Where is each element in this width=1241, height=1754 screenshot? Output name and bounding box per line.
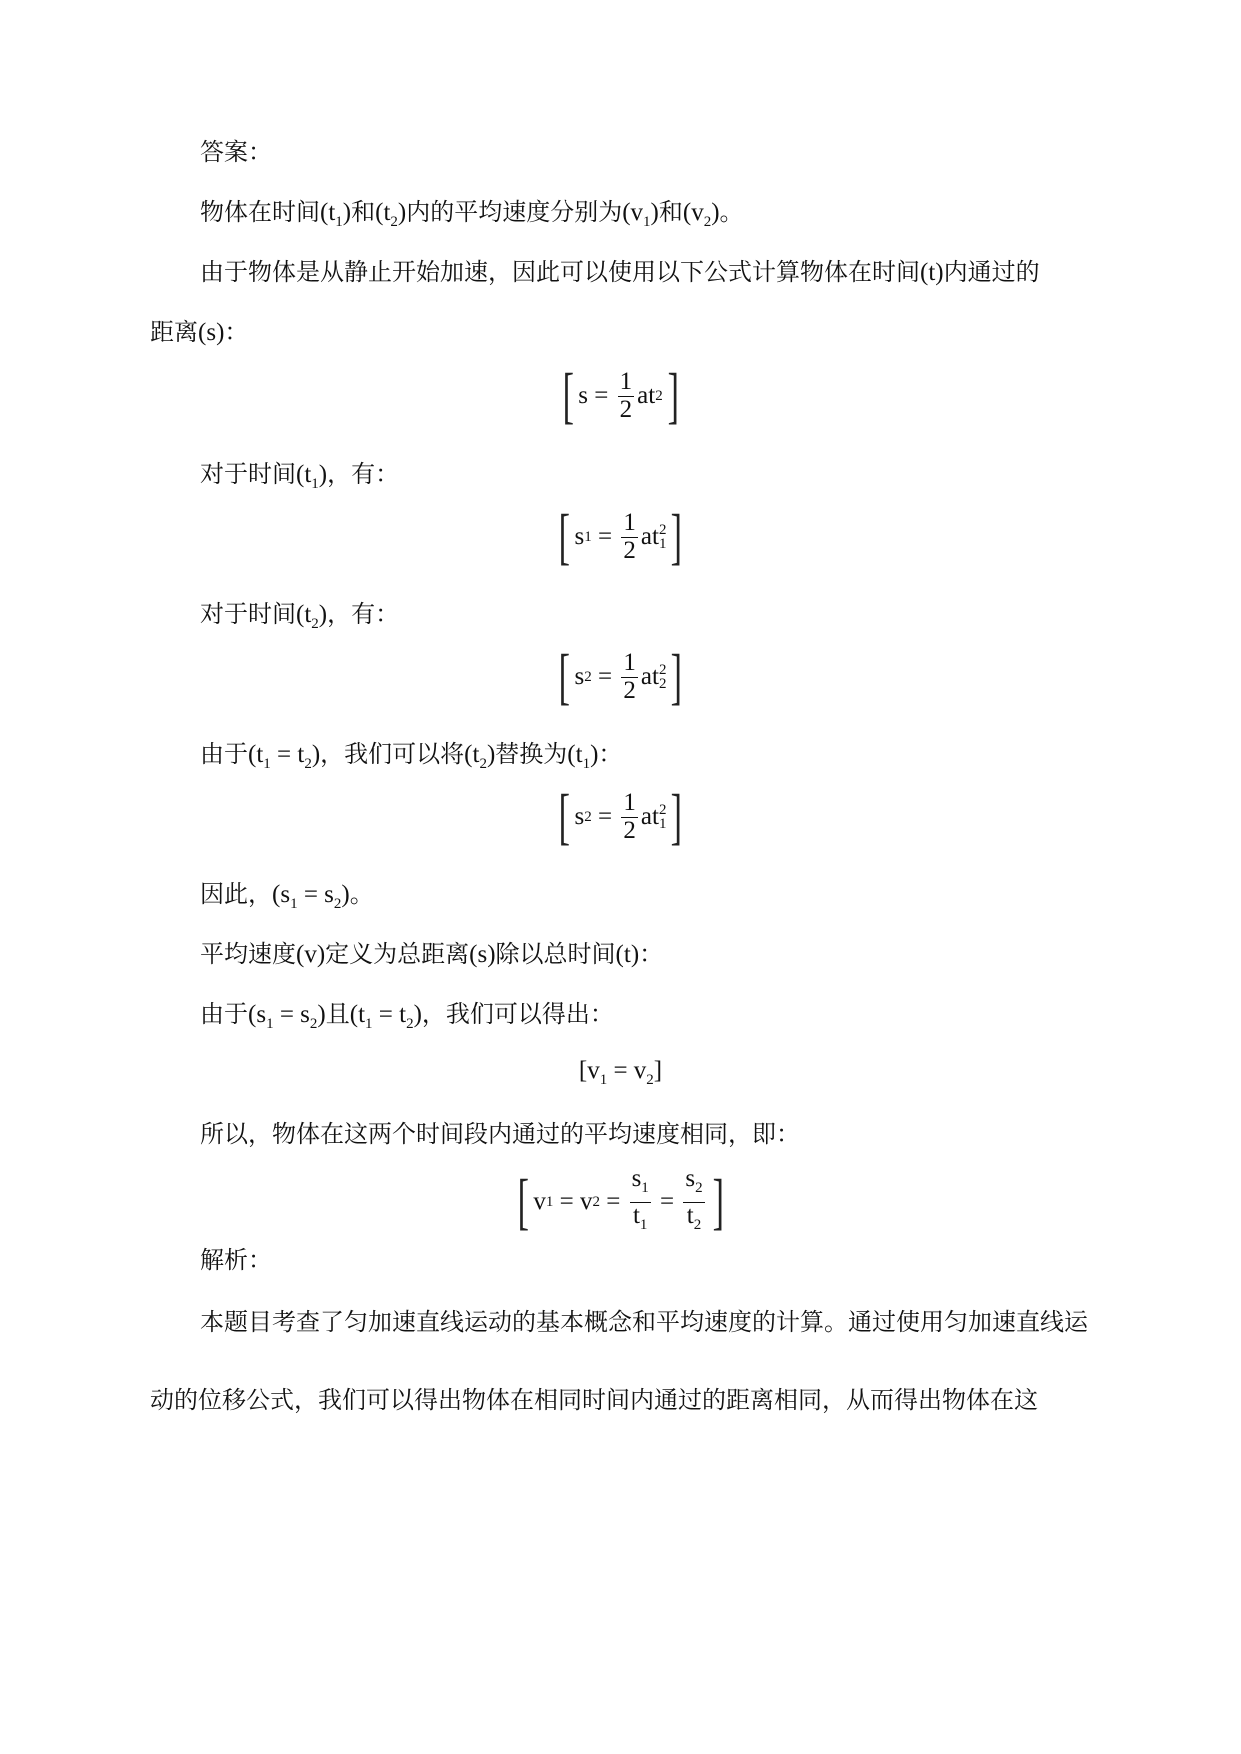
text: 和 (351, 198, 376, 226)
text: ： (224, 318, 249, 346)
text: 对于时间 (200, 460, 296, 488)
sub: 2 (693, 1217, 702, 1233)
right-bracket: ] (712, 1168, 724, 1236)
sub: 1 (582, 756, 591, 772)
text: 且 (325, 1000, 350, 1028)
text: 由于 (200, 1000, 248, 1028)
sub: 1 (311, 476, 319, 492)
var: v (304, 941, 317, 968)
sub: 2 (309, 1016, 318, 1032)
var-v2: v (691, 199, 704, 226)
numerator: 1 (623, 789, 636, 816)
text: ： (598, 740, 623, 768)
var: s (256, 1001, 267, 1028)
paragraph-same-average-speed: 所以，物体在这两个时间段内通过的平均速度相同，即： (200, 1120, 800, 1148)
eq-lhs: s (578, 382, 589, 409)
var-t2: t (383, 199, 391, 226)
sup: 2 (658, 802, 667, 818)
var-t: t (304, 461, 312, 488)
paragraph-average-speeds: 物体在时间$(t_1)$和$(t_2)$内的平均速度分别为$(v_1)$和$(v_2)$。 (200, 198, 744, 230)
analysis-heading: 解析： (200, 1246, 272, 1274)
right-bracket: ] (671, 783, 683, 851)
sub: 2 (592, 1193, 600, 1210)
equals: = (372, 1001, 400, 1028)
sub: 1 (263, 756, 271, 772)
fraction (621, 650, 638, 704)
right-bracket: ] (671, 503, 683, 571)
equals: = (607, 1057, 634, 1084)
text: ，有： (327, 600, 400, 628)
paragraph-time-t1: 对于时间$(t_1)$，有： (200, 460, 400, 492)
denominator: t (686, 1202, 694, 1229)
text: 由于 (200, 740, 248, 768)
var: t (575, 741, 583, 768)
equation-s2-replaced: [ s 2 = $\frac{1}{2}$ at 2 1 ] (558, 783, 683, 851)
sub: 1 (335, 214, 343, 230)
text: 因此， (200, 880, 272, 908)
fraction (630, 1166, 651, 1238)
text: 内通过的 (943, 258, 1040, 286)
numerator: 1 (623, 509, 636, 536)
sub: 2 (479, 756, 487, 772)
sub: 2 (390, 214, 398, 230)
var: s (324, 881, 334, 908)
equals: = (273, 1001, 301, 1028)
denominator: 2 (623, 537, 636, 564)
left-bracket: [ (517, 1168, 529, 1236)
sub: 1 (658, 536, 667, 552)
var: v (579, 1188, 593, 1215)
equation-s1: [ s 1 = $\frac{1}{2}$ at 2 1 ] (558, 503, 683, 571)
sub: 2 (406, 1016, 414, 1032)
var: t (399, 1001, 407, 1028)
right-bracket: ] (671, 643, 683, 711)
text: 。 (349, 880, 374, 908)
sub: 1 (658, 816, 667, 832)
var-t1: t (328, 199, 336, 226)
var: s (280, 881, 291, 908)
fraction (621, 790, 638, 844)
equation-average-speeds-ratio: [ v 1 = v 2 = $\frac{s_1}{t_1}$ = $\frac{s_2}{t_2}$ ] (517, 1165, 724, 1236)
denominator: 2 (623, 817, 636, 844)
sub: 1 (641, 1180, 649, 1196)
equation-s2: [ s 2 = $\frac{1}{2}$ at 2 2 ] (558, 643, 683, 711)
sub: 1 (639, 1217, 648, 1233)
numerator: 1 (623, 649, 636, 676)
numerator: s (631, 1165, 642, 1192)
left-bracket: [ (558, 783, 570, 851)
var: s (477, 941, 488, 968)
text: 和 (658, 198, 683, 226)
sub: 1 (545, 1193, 554, 1210)
paragraph-average-speed-definition: 平均速度(v)定义为总距离(s)除以总时间(t)： (200, 940, 664, 968)
sub: 1 (643, 214, 651, 230)
eq-rhs: at (640, 663, 659, 690)
numerator: s (685, 1165, 696, 1192)
sub: 1 (290, 896, 298, 912)
right-bracket: ] (667, 362, 679, 430)
var: t (623, 941, 631, 968)
eq-lhs: s (574, 523, 585, 550)
paragraph-time-t2: 对于时间$(t_2)$，有： (200, 600, 400, 632)
text: 由于物体是从静止开始加速，因此可以使用以下公式计算物体在时间 (200, 258, 920, 286)
paragraph-replace-t2: 由于$(t_1 = t_2)$，我们可以将$(t_2)$替换为$(t_1)$： (200, 740, 623, 772)
sup: 2 (655, 387, 663, 404)
text: 替换为 (495, 740, 568, 768)
var-t: t (928, 259, 936, 286)
text: 距离 (150, 318, 198, 346)
denominator: 2 (623, 677, 636, 704)
eq-rhs: at (637, 382, 656, 409)
text: 定义为总距离 (325, 940, 470, 968)
var: v (633, 1057, 647, 1084)
text: 。 (719, 198, 744, 226)
text: ，我们可以得出： (421, 1000, 614, 1028)
left-bracket: [ (558, 643, 570, 711)
sub: 2 (584, 668, 592, 685)
text: 除以总时间 (495, 940, 616, 968)
var-s: s (206, 319, 217, 346)
left-bracket: [ (562, 362, 574, 430)
paragraph-formula-intro-line2: 距离(s)： (150, 318, 249, 346)
text: ，我们可以将 (320, 740, 465, 768)
sub: 2 (311, 616, 319, 632)
var-v1: v (630, 199, 644, 226)
sub: 2 (695, 1180, 703, 1196)
text: ，有： (327, 460, 400, 488)
text: 内的平均速度分别为 (406, 198, 623, 226)
text: ： (639, 940, 664, 968)
denominator: 2 (619, 396, 633, 423)
var-t: t (304, 601, 312, 628)
equation-distance: [ s = $\frac{1}{2}$ at 2 ] (562, 362, 679, 430)
var: t (256, 741, 264, 768)
fraction (621, 510, 638, 564)
paragraph-therefore: 因此，$(s_1 = s_2)$。 (200, 880, 374, 912)
answer-heading: 答案： (200, 138, 272, 166)
text: 对于时间 (200, 600, 296, 628)
sub: 2 (304, 756, 312, 772)
eq-lhs: s (574, 663, 585, 690)
sub: 1 (599, 1072, 608, 1088)
var: s (300, 1001, 310, 1028)
sup: 2 (658, 522, 667, 538)
eq-rhs: at (640, 803, 659, 830)
var: t (358, 1001, 366, 1028)
paragraph-formula-intro-line1: 由于物体是从静止开始加速，因此可以使用以下公式计算物体在时间(t)内通过的 (200, 258, 1040, 286)
sub: 1 (266, 1016, 274, 1032)
numerator: 1 (619, 368, 633, 395)
left-bracket: [ (558, 503, 570, 571)
var: v (533, 1188, 546, 1215)
equals: = (297, 881, 325, 908)
fraction (683, 1166, 704, 1238)
sup: 2 (658, 662, 667, 678)
fraction (618, 369, 635, 423)
var: t (472, 741, 480, 768)
var: v (587, 1057, 600, 1084)
text: 物体在时间 (200, 198, 320, 226)
sub: 2 (658, 676, 667, 692)
eq-rhs: at (640, 523, 659, 550)
equals: = (270, 741, 298, 768)
sub: 2 (584, 808, 592, 825)
sub: 2 (703, 214, 712, 230)
text: 平均速度 (200, 940, 296, 968)
sub: 2 (333, 896, 342, 912)
paragraph-conclusion-intro: 由于$(s_1 = s_2)$且$(t_1 = t_2)$，我们可以得出： (200, 1000, 614, 1032)
sub: 1 (584, 528, 592, 545)
denominator: t (632, 1202, 640, 1229)
eq-lhs: s (574, 803, 585, 830)
analysis-paragraph: 本题目考查了匀加速直线运动的基本概念和平均速度的计算。通过使用匀加速直线运动的位移公式，我们可以得出物体在相同时间内通过的距离相同，从而得出物体在这 (150, 1308, 1088, 1414)
sub: 1 (365, 1016, 373, 1032)
equation-v1-equals-v2: $[v_1 = v_2]$ (578, 1057, 663, 1088)
var: t (297, 741, 305, 768)
sub: 2 (646, 1072, 654, 1088)
